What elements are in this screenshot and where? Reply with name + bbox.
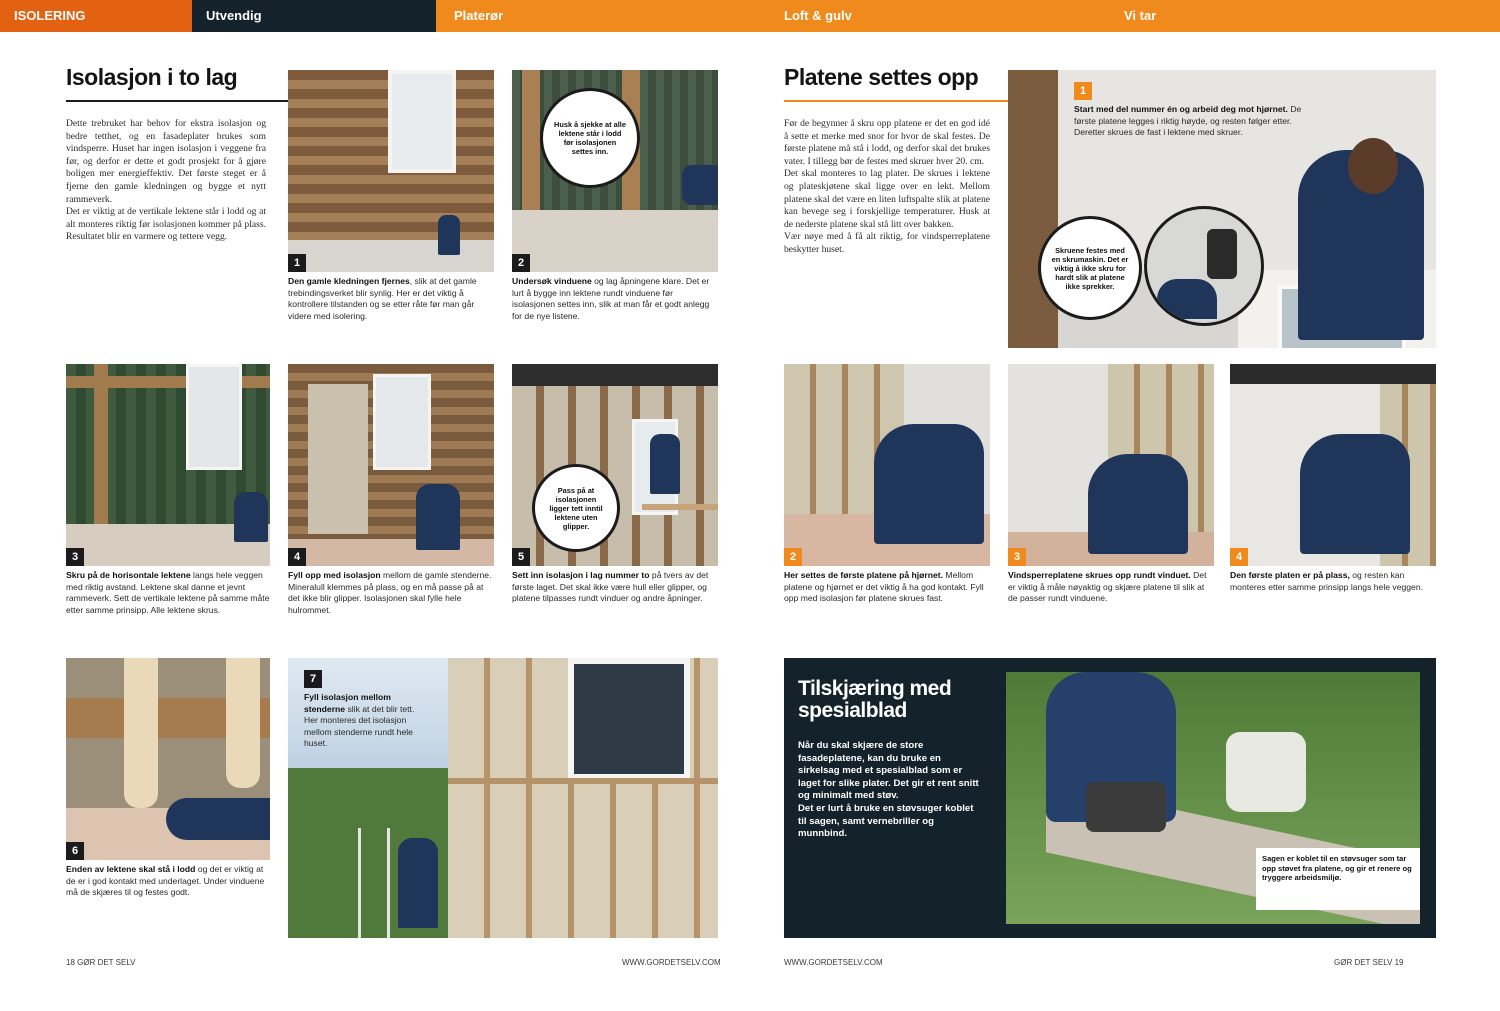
step-4-photo <box>288 364 494 566</box>
step-5-photo <box>512 364 718 566</box>
step-5-bubble: Pass på at isolasjonen ligger tett inntil lektene uten glipper. <box>532 464 620 552</box>
right-page-title: Platene settes opp <box>784 64 979 90</box>
right-title-rule <box>784 100 1008 102</box>
step-7-badge: 7 <box>304 670 322 688</box>
step-6-caption: Enden av lektene skal stå i lodd og det er viktig at de er i god kontakt med underlaget. Under vinduene må de skjæres til og festes godt. <box>66 864 265 898</box>
saw-photo <box>1006 672 1420 924</box>
step-2-right-badge: 2 <box>784 548 802 566</box>
step-2-right-caption: Her settes de første platene på hjørnet. Mellom platene og hjørnet er det viktig å ha god kontakt. Fyll opp med isolasjon før platene skrues fast. <box>784 570 984 604</box>
step-1-right-bubble: Skruene festes med en skrumaskin. Det er viktig å ikke skru for hardt slik at platene ikke sprekker. <box>1038 216 1142 320</box>
step-1-right-badge: 1 <box>1074 82 1092 100</box>
left-footer-url[interactable]: WWW.GORDETSELV.COM <box>622 958 721 967</box>
step-4-badge: 4 <box>288 548 306 566</box>
step-4-caption: Fyll opp med isolasjon mellom de gamle stenderne. Mineralull klemmes på plass, og en må passe på at det ikke blir glipper. Isolasjonen skal fylle hele hulrommet. <box>288 570 492 615</box>
nav-tab-loft-gulv[interactable]: Loft & gulv <box>784 8 852 23</box>
right-footer-url[interactable]: WWW.GORDETSELV.COM <box>784 958 883 967</box>
step-3-right-badge: 3 <box>1008 548 1026 566</box>
nav-tab-utvendig[interactable]: Utvendig <box>192 0 436 32</box>
nav-tab-plater[interactable]: Platerør <box>454 8 504 23</box>
step-1-right-caption: Start med del nummer én og arbeid deg mot hjørnet. De første platene legges i riktig høyde, og resten følger etter. Deretter skrues de fast i lektene med skruer. <box>1074 104 1302 138</box>
nav-tab-isolering[interactable]: ISOLERING <box>0 0 192 32</box>
left-page-title: Isolasjon i to lag <box>66 64 238 90</box>
nav-tab-vi-tar[interactable]: Vi tar <box>1124 8 1157 23</box>
step-7-caption: Fyll isolasjon mellom stenderne slik at det blir tett. Her monteres det isolasjon mellom stenderne rundt hele huset. <box>304 692 415 749</box>
tip-box-title: Tilskjæring med spesialblad <box>798 677 952 722</box>
saw-photo-caption: Sagen er koblet til en støvsuger som tar opp støvet fra platene, og gir et renere og tryggere arbeidsmiljø. <box>1256 848 1420 910</box>
step-5-badge: 5 <box>512 548 530 566</box>
section-nav-bar <box>0 0 1500 32</box>
tip-box-text: Når du skal skjære de store fasadeplatene, kan du bruke en sirkelsag med et spesialblad som er laget for slike plater. Det gir et rent snitt og minimalt med støv. Det er lurt å bruke en støvsuger koblet til sagen, samt vernebriller og munnbind. <box>798 740 979 840</box>
step-2-badge: 2 <box>512 254 530 272</box>
step-6-photo <box>66 658 270 860</box>
step-4-right-photo <box>1230 364 1436 566</box>
step-2-bubble: Husk å sjekke at alle lektene står i lodd før isolasjonen settes inn. <box>540 88 640 188</box>
step-2-right-photo <box>784 364 990 566</box>
step-5-caption: Sett inn isolasjon i lag nummer to på tvers av det første laget. Det skal ikke være hull eller glipper, og platene tilpasses rundt vinduer og andre åpninger. <box>512 570 709 604</box>
right-page-number: GØR DET SELV 19 <box>1334 958 1404 967</box>
step-3-right-photo <box>1008 364 1214 566</box>
step-2-caption: Undersøk vinduene og lag åpningene klare. Det er lurt å bygge inn lektene rundt vinduene før isolasjonen settes inn, slik at man får et godt anlegg for de nye listene. <box>512 276 710 321</box>
step-6-badge: 6 <box>66 842 84 860</box>
left-intro-text: Dette trebruket har behov for ekstra isolasjon og bedre tetthet, og en fasadeplater brukes som vindsperre. Huset har ingen isolasjon i veggene fra før, og derfor er dette et godt prosjekt for å gjøre boligen mer energieffektiv. Det første steget er å fjerne den gamle kledningen og bygge et nytt rammeverk. Det er viktig at de vertikale lektene står i lodd og at alt monteres riktig før isolasjonen kommer på plass. Resultatet blir en varmere og tettere vegg. <box>66 118 266 243</box>
left-title-rule <box>66 100 288 102</box>
step-2a-photo <box>512 70 718 272</box>
step-4-right-badge: 4 <box>1230 548 1248 566</box>
step-3-badge: 3 <box>66 548 84 566</box>
step-7-photo <box>288 658 718 938</box>
step-1-photo <box>288 70 494 272</box>
step-3-caption: Skru på de horisontale lektene langs hele veggen med riktig avstand. Lektene skal danne et jevnt rammeverk. Sett de vertikale lektene på samme måte etter samme prinsipp. Alle lektene skrus. <box>66 570 270 615</box>
step-4-right-caption: Den første platen er på plass, og resten kan monteres etter samme prinsipp langs hele veggen. <box>1230 570 1423 592</box>
left-page-number: 18 GØR DET SELV <box>66 958 136 967</box>
right-intro-text: Før de begynner å skru opp platene er det en god idé å sette et merke med snor for hvor de skal festes. De første platene må stå i lodd, og derfor skal det brukes vater. I tillegg bør de festes med skruer hver 20. cm. Det skal monteres to lag plater. De skrues i lektene og plateskjøtene skal ligge over en lekt. Mellom platene skal det være en liten luftspalte slik at platene kan bevege seg i forskjellige temperaturer. Husk at de nederste platene skal stå litt over bakken. Vær nøye med å få alt riktig, for vindsperreplatene beskytter huset. <box>784 118 990 255</box>
step-1-badge: 1 <box>288 254 306 272</box>
step-3-right-caption: Vindsperreplatene skrues opp rundt vinduet. Det er viktig å måle nøyaktig og skjære platene til slik at de passer rundt vinduene. <box>1008 570 1207 604</box>
tip-box <box>784 658 1436 938</box>
step-1-right-photo <box>1008 70 1436 348</box>
step-1-caption: Den gamle kledningen fjernes, slik at det gamle trebindingsverket blir synlig. Her er det viktig å kontrollere tilstanden og se etter råte før man går videre med isolering. <box>288 276 477 321</box>
step-3-photo <box>66 364 270 566</box>
